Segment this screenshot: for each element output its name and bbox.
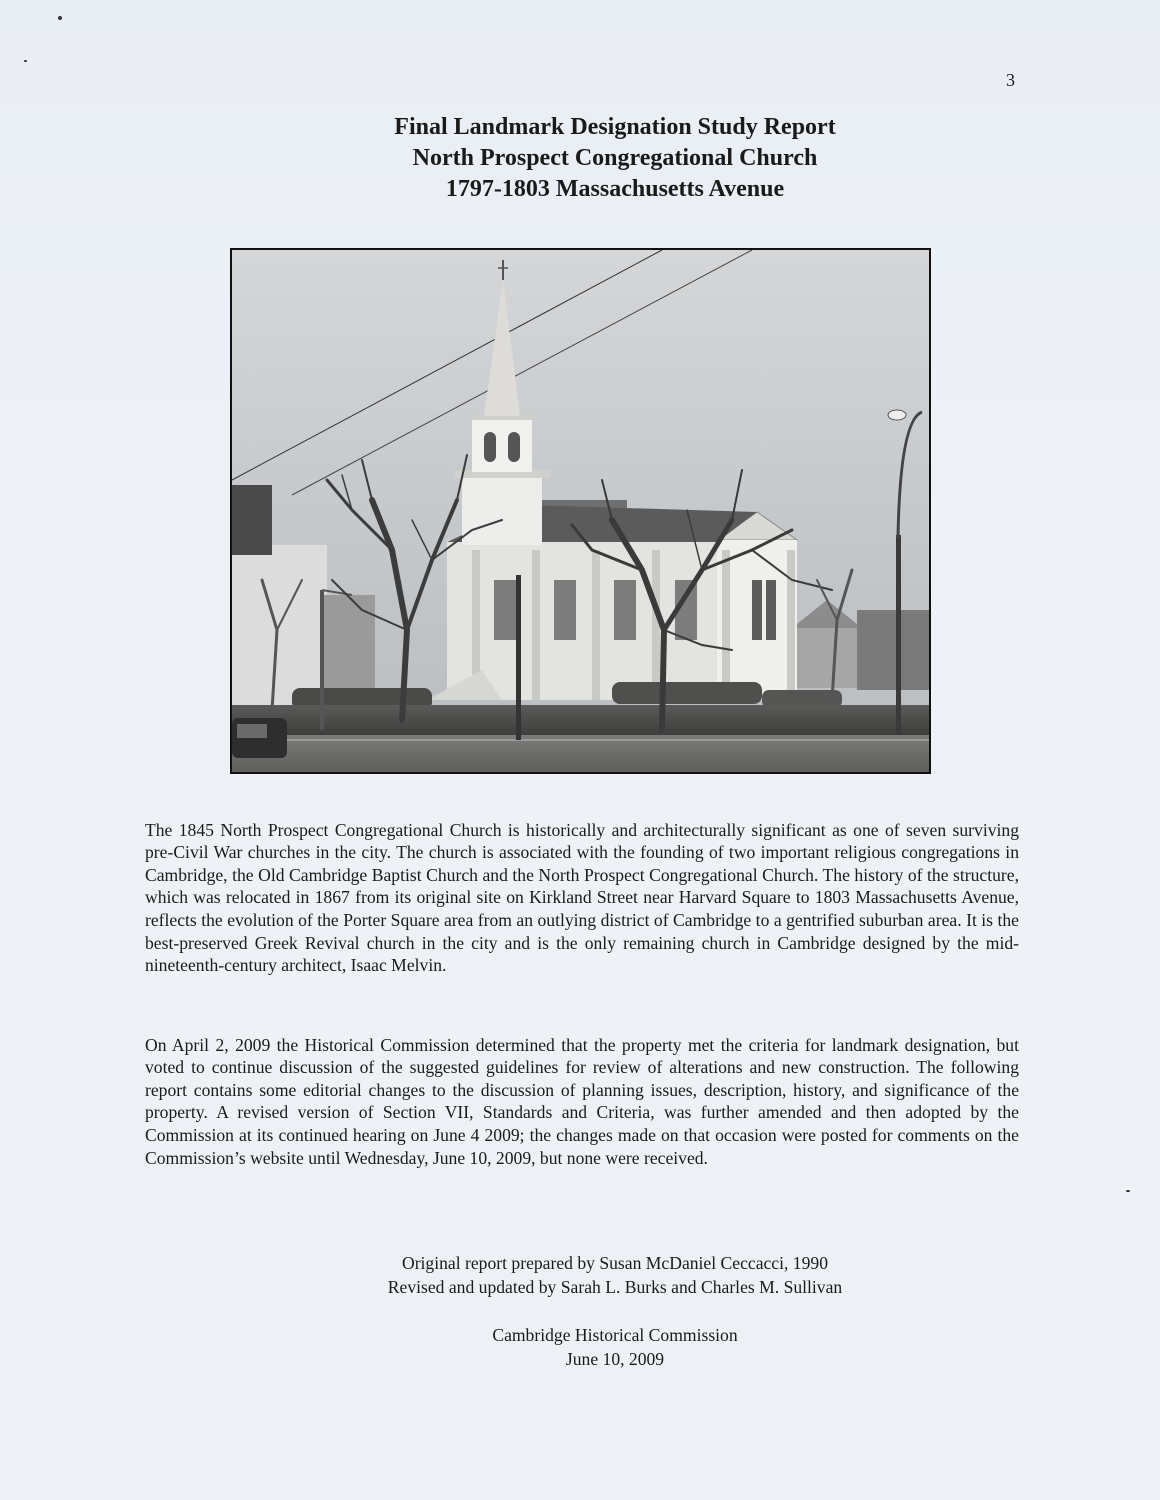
scan-speck bbox=[1126, 1190, 1130, 1192]
title-line-report: Final Landmark Designation Study Report bbox=[394, 114, 836, 140]
church-photo bbox=[230, 248, 931, 774]
title-line-address: 1797-1803 Massachusetts Avenue bbox=[445, 176, 785, 202]
hearing-paragraph: On April 2, 2009 the Historical Commission determined that the property met the criteria for landmark designation, but voted to continue discussion of the suggested guidelines for review of alterations and new construction. The following report contains some editorial changes to the discussion of planning issues, description, history, and significance of the property. A revised version of Section VII, Standards and Criteria, was further amended and then adopted by the Commission at its continued hearing on June 4 2009; the changes made on that occasion were posted for comments on the Commission’s website until Wednesday, June 10, 2009, but none were received. bbox=[145, 1034, 1019, 1168]
authorship-credits bbox=[0, 1251, 1160, 1299]
scan-speck bbox=[24, 60, 27, 62]
scan-speck bbox=[58, 16, 62, 20]
organization-name: Cambridge Historical Commission bbox=[492, 1325, 738, 1345]
page-number: 3 bbox=[1006, 70, 1015, 90]
title-line-church: North Prospect Congregational Church bbox=[412, 145, 818, 171]
report-title bbox=[0, 112, 1160, 205]
report-date: June 10, 2009 bbox=[565, 1349, 665, 1369]
original-author-line: Original report prepared by Susan McDaniel Ceccacci, 1990 bbox=[401, 1253, 828, 1273]
revision-authors-line: Revised and updated by Sarah L. Burks and Charles M. Sullivan bbox=[387, 1277, 843, 1297]
organization-block bbox=[0, 1323, 1160, 1371]
intro-paragraph: The 1845 North Prospect Congregational Church is historically and architecturally significant as one of seven surviving pre-Civil War churches in the city. The church is associated with the founding of two important religious congregations in Cambridge, the Old Cambridge Baptist Church and the North Prospect Congregational Church. The history of the structure, which was relocated in 1867 from its original site on Kirkland Street near Harvard Square to 1803 Massachusetts Avenue, reflects the evolution of the Porter Square area from an outlying district of Cambridge to a gentrified suburban area. It is the best-preserved Greek Revival church in the city and is the only remaining church in Cambridge designed by the mid-nineteenth-century architect, Isaac Melvin. bbox=[145, 819, 1019, 976]
church-photo-drawing bbox=[232, 250, 929, 772]
